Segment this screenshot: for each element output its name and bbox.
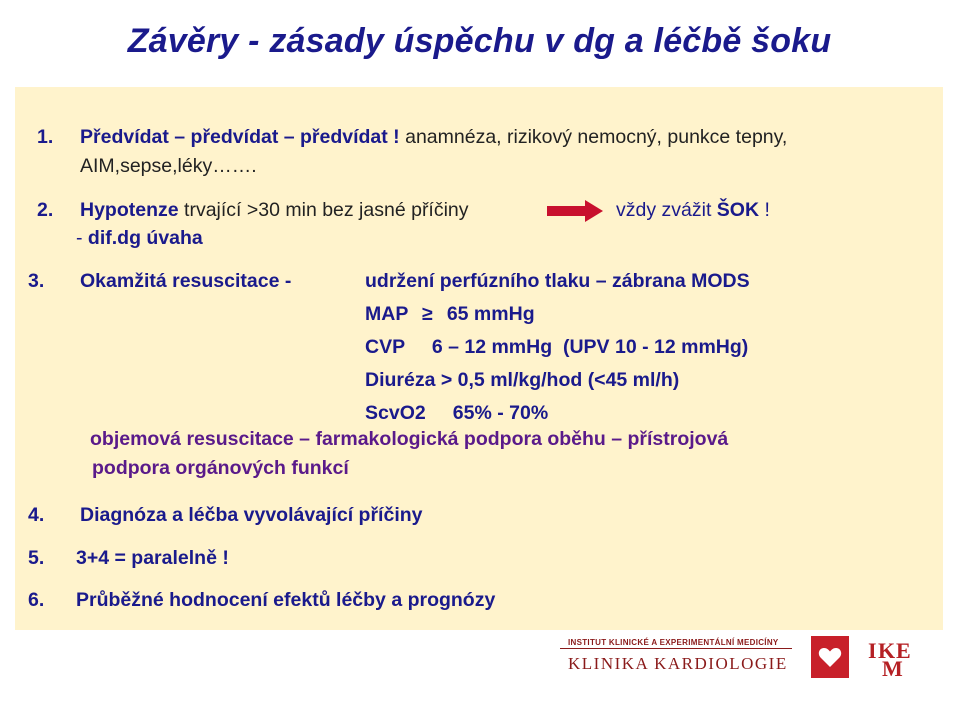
item-1-rest: anamnéza, rizikový nemocný, punkce tepny, xyxy=(399,126,788,148)
item-2-line-2 xyxy=(76,229,203,249)
institute-name: INSTITUT KLINICKÉ A EXPERIMENTÁLNÍ MEDICÍNY xyxy=(568,638,779,647)
item-3-heading: Okamžitá resuscitace - xyxy=(80,270,292,292)
item-2-line xyxy=(80,201,469,221)
item-4-text: Diagnóza a léčba vyvolávající příčiny xyxy=(80,504,423,526)
item-1-line-2: AIM,sepse,léky……. xyxy=(80,155,257,177)
item-3-goal: udržení perfúzního tlaku – zábrana MODS xyxy=(365,270,750,292)
item-2-number: 2. xyxy=(37,199,54,221)
map-label: MAP xyxy=(365,303,408,325)
item-2-differential: dif.dg úvaha xyxy=(87,227,203,249)
item-6-text: Průběžné hodnocení efektů léčby a prognózy xyxy=(76,589,496,611)
ikem-logo: I K E M xyxy=(868,638,911,681)
item-6-number: 6. xyxy=(28,589,45,611)
item-2-conclusion-end: ! xyxy=(759,199,770,221)
footer-divider xyxy=(560,648,792,649)
item-1-emphasis: Předvídat – předvídat – předvídat ! xyxy=(80,126,400,148)
map-value: 65 mmHg xyxy=(446,303,535,325)
item-2-rest: trvající >30 min bez jasné příčiny xyxy=(178,199,469,221)
page-title: Závěry - zásady úspěchu v dg a léčbě šoku xyxy=(127,22,832,60)
item-5-text: 3+4 = paralelně ! xyxy=(76,547,229,569)
item-3-support-line-1: objemová resuscitace – farmakologická podpora oběhu – přístrojová xyxy=(90,428,729,450)
clinic-name: KLINIKA KARDIOLOGIE xyxy=(568,654,788,673)
heart-logo-icon xyxy=(811,636,849,678)
item-2-emphasis: Hypotenze xyxy=(80,199,179,221)
item-2-conclusion xyxy=(616,201,770,221)
item-3-diuresis: Diuréza > 0,5 ml/kg/hod (<45 ml/h) xyxy=(365,369,680,391)
arrow-right-icon xyxy=(547,200,603,222)
item-2-shock: ŠOK xyxy=(716,199,760,221)
item-4-number: 4. xyxy=(28,504,45,526)
item-5-number: 5. xyxy=(28,547,45,569)
item-3-scvo2: ScvO2 65% - 70% xyxy=(365,402,549,424)
item-2-conclusion-text: vždy zvážit xyxy=(616,199,717,221)
item-2-dash: - xyxy=(76,227,88,249)
item-3-map xyxy=(365,305,535,325)
item-1-line xyxy=(80,128,787,148)
greater-equal-symbol: ≥ xyxy=(422,303,433,325)
item-3-cvp: CVP 6 – 12 mmHg (UPV 10 - 12 mmHg) xyxy=(365,336,749,358)
item-3-number: 3. xyxy=(28,270,45,292)
item-3-support-line-2: podpora orgánových funkcí xyxy=(92,457,349,479)
item-1-number: 1. xyxy=(37,126,54,148)
